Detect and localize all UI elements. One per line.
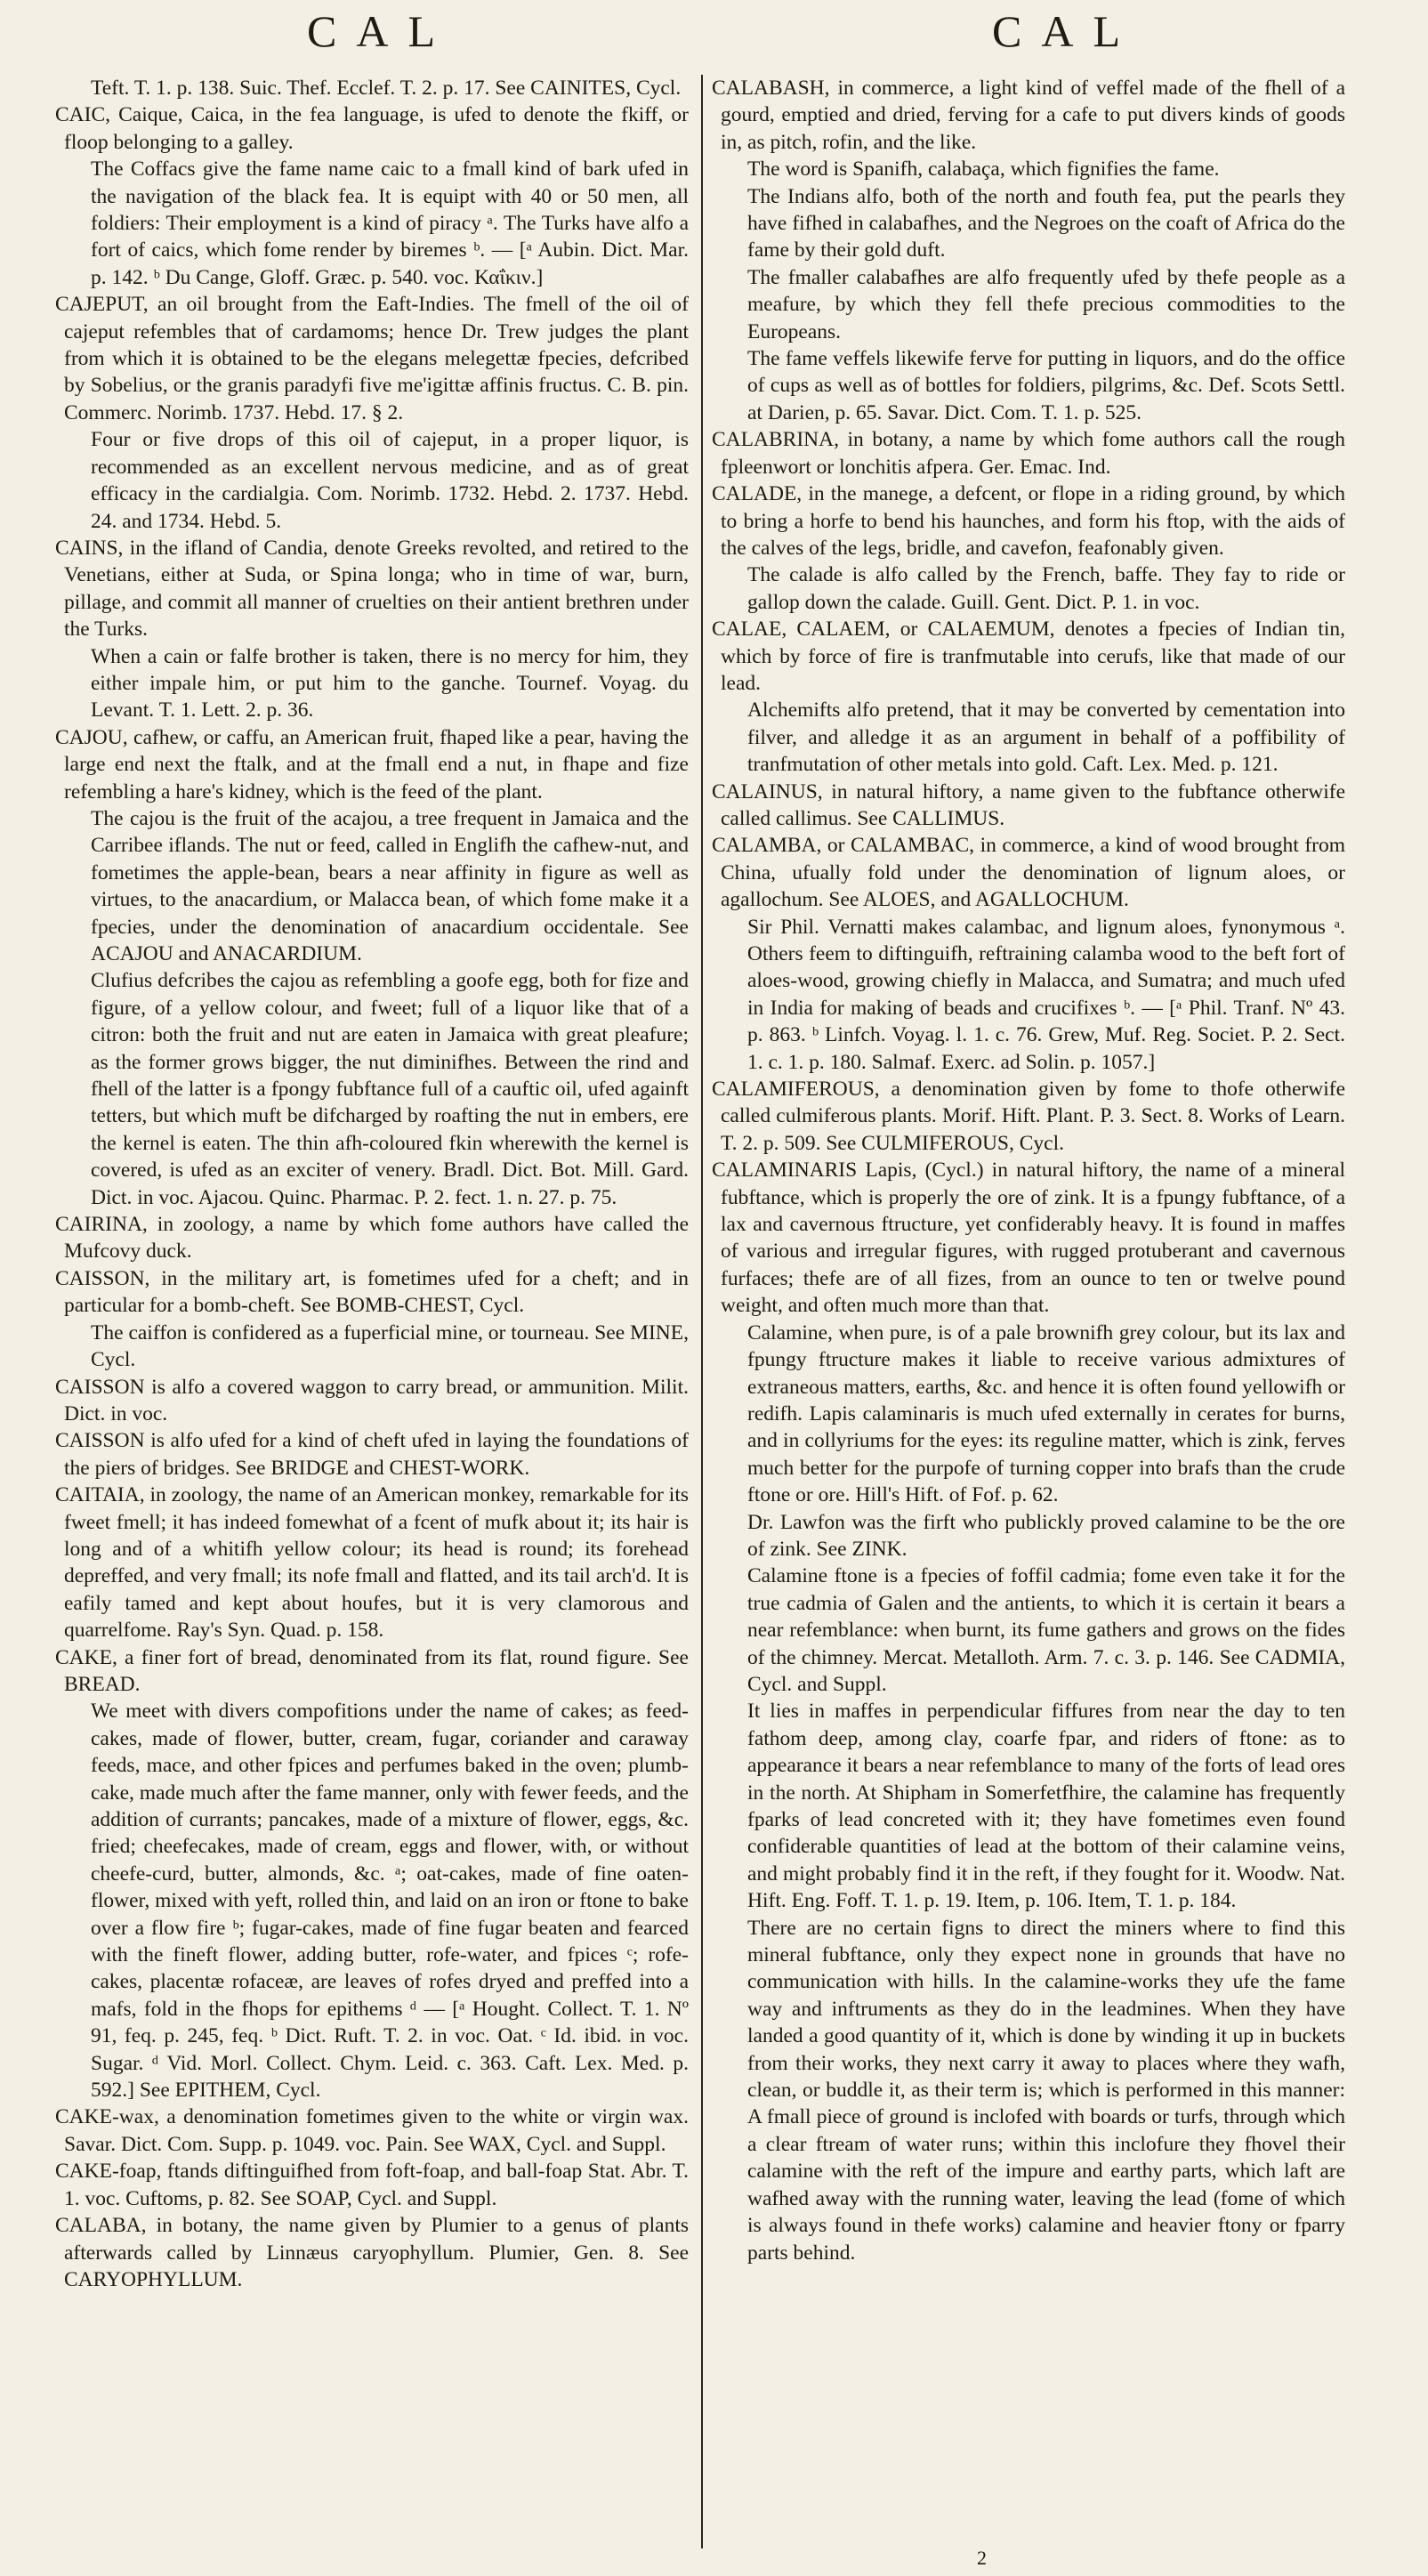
dictionary-entry: CAINS, in the ifland of Candia, denote Greeks revolted, and retired to the Venetians, either at Suda, or Spina longa; who in time of war, burn, pillage, and commit all manner of cruelties on their antient brethren under the Turks. xyxy=(55,536,689,642)
dictionary-entry: CAITAIA, in zoology, the name of an American monkey, remarkable for its fweet fmell; it has indeed fomewhat of a fcent of mufk about it; its hair is long and of a whitifh yellow colour; its head is round; its forehead depreffed, and very fmall; its nofe fmall and flatted, and its tail arch'd. It is eafily tamed and kept about houfes, but it is very clamorous and quarrelfome. Ray's Syn. Quad. p. 158. xyxy=(55,1483,689,1643)
entry-paragraph: It lies in maffes in perpendicular fiffures from near the day to ten fathom deep, among clay, coarfe fpar, and riders of ftone: as to appearance it bears a near refemblance to many of the forts of lead ores in the north. At Shipham in Somerfetfhire, the calamine has frequently fparks of lead concreted with it; they have fometimes even found confiderable quantities of lead at the bottom of their calamine veins, and might probably find it in the reft, if they fought for it. Woodw. Nat. Hift. Eng. Foff. T. 1. p. 19. Item, p. 106. Item, T. 1. p. 184. xyxy=(747,1700,1345,1913)
entry-paragraph: We meet with divers compofitions under the name of cakes; as feed-cakes, made of flower, butter, cream, fugar, coriander and caraway feeds, mace, and other fpices and perfumes baked in the oven; plumb-cake, made much after the fame manner, only with fewer feeds, and the addition of currants; pancakes, made of a mixture of flower, eggs, &c. fried; cheefecakes, made of cream, eggs and flower, with, or without cheefe-curd, butter, almonds, &c. ᵃ; oat-cakes, made of fine oaten-flower, mixed with yeft, rolled thin, and laid on an iron or ftone to bake over a flow fire ᵇ; fugar-cakes, made of fine fugar beaten and fearced with the fineft flower, adding butter, rofe-water, and fpices ᶜ; rofe-cakes, placentæ rofaceæ, are leaves of rofes dryed and preffed into a mafs, fold in the fhops for epithems ᵈ — [ᵃ Hought. Collect. T. 1. Nº 91, feq. p. 245, feq. ᵇ Dict. Ruft. T. 2. in voc. Oat. ᶜ Id. ibid. in voc. Sugar. ᵈ Vid. Morl. Collect. Chym. Leid. c. 363. Caft. Lex. Med. p. 592.] See EPITHEM, Cycl. xyxy=(91,1700,689,2103)
dictionary-entry: CALABRINA, in botany, a name by which fome authors call the rough fpleenwort or lonchitis afpera. Ger. Emac. Ind. xyxy=(712,428,1345,479)
entry-paragraph: The caiffon is confidered as a fuperficial mine, or tourneau. See MINE, Cycl. xyxy=(91,1320,689,1372)
column-divider xyxy=(701,75,703,2548)
dictionary-entry: CAKE-wax, a denomination fometimes given to the white or virgin wax. Savar. Dict. Com. Supp. p. 1049. voc. Pain. See WAX, Cycl. and Suppl. xyxy=(55,2105,689,2156)
dictionary-entry: CAJEPUT, an oil brought from the Eaft-Indies. The fmell of the oil of cajeput refembles that of cardamoms; hence Dr. Trew judges the plant from which it is obtained to be the elegans melegettæ fpecies, defcribed by Sobelius, or the granis paradyfi five me'igittæ affinis fructus. C. B. pin. Commerc. Norimb. 1737. Hebd. 17. § 2. xyxy=(55,293,689,424)
dictionary-entry: CAJOU, cafhew, or caffu, an American fruit, fhaped like a pear, having the large end next the ftalk, and at the fmall end a nut, in fhape and fize refembling a hare's kidney, which is the feed of the plant. xyxy=(55,725,689,803)
entry-paragraph: The Coffacs give the fame name caic to a fmall kind of bark ufed in the navigation of the black fea. It is equipt with 40 or 50 men, all foldiers: Their employment is a kind of piracy ᵃ. The Turks have alfo a fort of caics, which fome render by biremes ᵇ. — [ᵃ Aubin. Dict. Mar. p. 142. ᵇ Du Cange, Gloff. Græc. p. 540. voc. Καΐκιν.] xyxy=(91,157,689,289)
dictionary-entry: CAKE-foap, ftands diftinguifhed from foft-foap, and ball-foap Stat. Abr. T. 1. voc. Cuftoms, p. 82. See SOAP, Cycl. and Suppl. xyxy=(55,2160,689,2210)
entry-paragraph: Dr. Lawfon was the firft who publickly proved calamine to be the ore of zink. See ZINK. xyxy=(747,1510,1345,1561)
dictionary-entry: CALAE, CALAEM, or CALAEMUM, denotes a fpecies of Indian tin, which by force of fire is tranfmutable into cerufs, like that made of our lead. xyxy=(712,618,1345,695)
dictionary-entry: CAIC, Caique, Caica, in the fea language, is ufed to denote the fkiff, or floop belonging to a galley. xyxy=(55,103,689,154)
entry-paragraph: The fmaller calabafhes are alfo frequently ufed by thefe people as a meafure, by which they fell thefe precious commodities to the Europeans. xyxy=(747,265,1345,343)
dictionary-entry: CALABA, in botany, the name given by Plumier to a genus of plants afterwards called by Linnæus caryophyllum. Plumier, Gen. 8. See CARYOPHYLLUM. xyxy=(55,2214,689,2291)
dictionary-entry: CALAMINARIS Lapis, (Cycl.) in natural hiftory, the name of a mineral fubftance, which is properly the ore of zink. It is a fpungy fubftance, of a lax and cavernous ftructure, yet confiderably heavy. It is found in maffes of various and irregular figures, with rugged protuberant and cavernous furfaces; thefe are of all fizes, from an ounce to ten or twelve pound weight, and often much more than that. xyxy=(712,1159,1345,1318)
entry-paragraph: The word is Spanifh, calabaça, which fignifies the fame. xyxy=(747,157,1220,182)
entry-paragraph: Alchemifts alfo pretend, that it may be converted by cementation into filver, and alledge it as an argument in behalf of a poffibility of tranfmutation of other metals into gold. Caft. Lex. Med. p. 121. xyxy=(747,699,1345,777)
running-head-right: CAL xyxy=(992,6,1140,56)
dictionary-entry: CAKE, a finer fort of bread, denominated from its flat, round figure. See BREAD. xyxy=(55,1645,689,1696)
left-column xyxy=(55,75,689,2548)
dictionary-entry: CAISSON is alfo ufed for a kind of cheft ufed in laying the foundations of the piers of bridges. See BRIDGE and CHEST-WORK. xyxy=(55,1429,689,1480)
entry-paragraph: Calamine ftone is a fpecies of foffil cadmia; fome even take it for the true cadmia of Galen and the antients, to which it is certain it bears a near refemblance: when burnt, its fume gathers and grows on the fides of the chimney. Mercat. Metalloth. Arm. 7. c. 3. p. 146. See CADMIA, Cycl. and Suppl. xyxy=(747,1564,1345,1696)
entry-paragraph: There are no certain figns to direct the miners where to find this mineral fubftance, only they expect none in grounds that have no communication with hills. In the calamine-works they ufe the fame way and inftruments as they do in the leadmines. When they have landed a good quantity of it, which is done by winding it up in buckets from their works, they next carry it away to places where they wafh, clean, or buddle it, as their term is; which is performed in this manner: A fmall piece of ground is inclofed with boards or turfs, through which a clear ftream of water runs; within this inclofure they fhovel their calamine with the reft of the impure and earthy parts, which laft are wafhed away with the running water, leaving the lead (fome of which is always found in thefe works) calamine and heavier ftony or fparry parts behind. xyxy=(747,1916,1345,2265)
entry-paragraph: When a cain or falfe brother is taken, there is no mercy for him, they either impale him, or put him to the ganche. Tournef. Voyag. du Levant. T. 1. Lett. 2. p. 36. xyxy=(91,644,689,723)
entry-paragraph: Sir Phil. Vernatti makes calambac, and lignum aloes, fynonymous ᵃ. Others feem to diftinguifh, reftraining calamba wood to the beft fort of aloes-wood, growing chiefly in Malacca, and Sumatra; and much ufed in India for making of beads and crucifixes ᵇ. — [ᵃ Phil. Tranf. Nº 43. p. 863. ᵇ Linfch. Voyag. l. 1. c. 76. Grew, Muf. Reg. Societ. P. 2. Sect. 1. c. 1. p. 180. Salmaf. Exerc. ad Solin. p. 1057.] xyxy=(747,915,1345,1074)
running-head-left: CAL xyxy=(307,6,455,56)
dictionary-entry: CAIRINA, in zoology, a name by which fome authors have called the Mufcovy duck. xyxy=(55,1213,689,1264)
entry-paragraph: The fame veffels likewife ferve for putting in liquors, and do the office of cups as well as of bottles for foldiers, pilgrims, &c. Def. Scots Settl. at Darien, p. 65. Savar. Dict. Com. T. 1. p. 525. xyxy=(747,347,1345,424)
entry-paragraph: Calamine, when pure, is of a pale brownifh grey colour, but its lax and fpungy ftructure makes it liable to receive various admixtures of extraneous matters, earths, &c. and hence it is often found yellowifh or redifh. Lapis calaminaris is much ufed externally in cerates for burns, and in collyriums for the eyes: its reguline matter, which is zink, ferves much better for the purpofe of turning copper into brafs than the crude ftone or ore. Hill's Hift. of Fof. p. 62. xyxy=(747,1320,1345,1507)
page-number: 2 xyxy=(977,2547,987,2569)
entry-paragraph: Clufius defcribes the cajou as refembling a goofe egg, both for fize and figure, of a yellow colour, and fweet; full of a liquor like that of a citron: both the fruit and nut are eaten in Jamaica with great pleafure; as the former grows bigger, the nut diminifhes. Between the rind and fhell of the latter is a fpongy fubftance full of a cauftic oil, ufed againft tetters, but which muft be difcharged by roafting the nut in embers, ere the kernel is eaten. The thin afh-coloured fkin wherewith the kernel is covered, is ufed as an exciter of venery. Bradl. Dict. Bot. Mill. Gard. Dict. in voc. Ajacou. Quinc. Pharmac. P. 2. fect. 1. n. 27. p. 75. xyxy=(91,969,689,1209)
header xyxy=(0,0,1428,62)
dictionary-entry: CALADE, in the manege, a defcent, or flope in a riding ground, by which to bring a horfe to bend his haunches, and form his ftop, with the aids of the calves of the legs, bridle, and cavefon, feafonably given. xyxy=(712,482,1345,560)
dictionary-entry: CALAINUS, in natural hiftory, a name given to the fubftance otherwife called callimus. See CALLIMUS. xyxy=(712,779,1345,830)
dictionary-entry: CAISSON, in the military art, is fometimes ufed for a cheft; and in particular for a bomb-cheft. See BOMB-CHEST, Cycl. xyxy=(55,1266,689,1318)
right-column xyxy=(712,75,1345,2548)
dictionary-entry: CAISSON is alfo a covered waggon to carry bread, or ammunition. Milit. Dict. in voc. xyxy=(55,1375,689,1425)
dictionary-entry: CALABASH, in commerce, a light kind of veffel made of the fhell of a gourd, emptied and dried, ferving for a cafe to put divers kinds of goods in, as pitch, rofin, and the like. xyxy=(712,77,1345,154)
entry-paragraph: The Indians alfo, both of the north and fouth fea, put the pearls they have fifhed in calabafhes, and the Negroes on the coaft of Africa do the fame by their gold duft. xyxy=(747,184,1345,262)
dictionary-entry: CALAMIFEROUS, a denomination given by fome to thofe otherwife called culmiferous plants. Morif. Hift. Plant. P. 3. Sect. 8. Works of Learn. T. 2. p. 509. See CULMIFEROUS, Cycl. xyxy=(712,1078,1345,1155)
entry-paragraph: Four or five drops of this oil of cajeput, in a proper liquor, is recommended as an excellent nervous medicine, and as of great efficacy in the cardialgia. Com. Norimb. 1732. Hebd. 2. 1737. Hebd. 24. and 1734. Hebd. 5. xyxy=(91,428,689,533)
entry-paragraph: The cajou is the fruit of the acajou, a tree frequent in Jamaica and the Carribee iflands. The nut or feed, called in Englifh the cafhew-nut, and fometimes the apple-bean, bears a near affinity in figure as well as virtues, to the anacardium, or Malacca bean, of which fome make it a fpecies, under the denomination of anacardium occidentale. See ACAJOU and ANACARDIUM. xyxy=(91,806,689,965)
entry-paragraph: Teft. T. 1. p. 138. Suic. Thef. Ecclef. T. 2. p. 17. See CAINITES, Cycl. xyxy=(91,77,682,100)
entry-paragraph: The calade is alfo called by the French, baffe. They fay to ride or gallop down the calade. Guill. Gent. Dict. P. 1. in voc. xyxy=(747,563,1345,614)
dictionary-entry: CALAMBA, or CALAMBAC, in commerce, a kind of wood brought from China, ufually fold under the denomination of lignum aloes, or agallochum. See ALOES, and AGALLOCHUM. xyxy=(712,834,1345,912)
